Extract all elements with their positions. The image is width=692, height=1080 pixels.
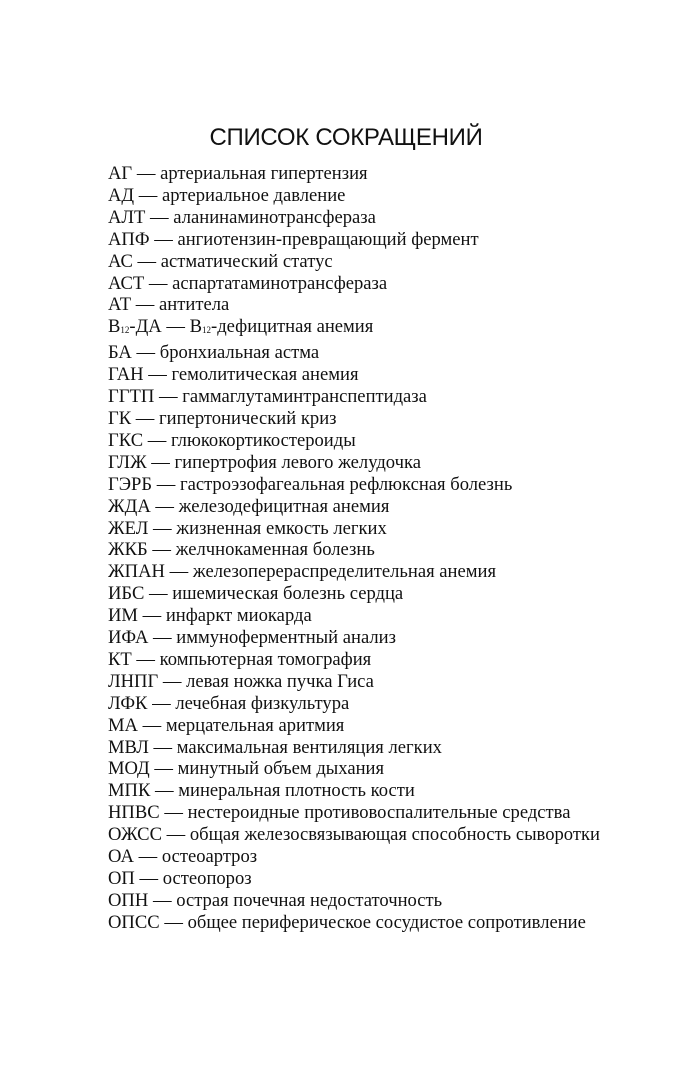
abbreviation: ИБС — [108, 583, 145, 605]
definition-subscript: 12 — [202, 325, 212, 336]
list-item: ОПСС — общее периферическое сосудистое сопротивление — [108, 911, 586, 933]
list-item: АЛТ — аланинаминотрансфераза — [108, 206, 376, 228]
abbreviation: ЖПАН — [108, 561, 165, 583]
definition-base: В — [189, 316, 203, 338]
definition: аспартатаминотрансфераза — [172, 272, 388, 294]
definition — [190, 316, 374, 337]
list-item: ОЖСС — общая железосвязывающая способность сыворотки — [108, 824, 600, 846]
definition: железодефицитная анемия — [178, 495, 390, 517]
abbreviation: БА — [108, 342, 132, 364]
abbreviation: ОА — [108, 846, 134, 868]
abbreviation: ЛФК — [108, 692, 148, 714]
list-item: ГЛЖ — гипертрофия левого желудочка — [108, 451, 421, 473]
definition: аланинаминотрансфераза — [173, 206, 376, 228]
list-item: ГЭРБ — гастроэзофагеальная рефлюксная болезнь — [108, 473, 513, 495]
definition: общее периферическое сосудистое сопротивление — [187, 911, 586, 933]
abbreviation: ГАН — [108, 364, 144, 386]
list-item: КТ — компьютерная томография — [108, 648, 372, 670]
list-item: МА — мерцательная аритмия — [108, 714, 345, 736]
abbreviation: ЛНПГ — [108, 670, 159, 692]
page-title: СПИСОК СОКРАЩЕНИЙ — [209, 124, 483, 151]
definition: остеоартроз — [161, 846, 258, 868]
abbreviation: ИФА — [108, 627, 149, 649]
definition: ишемическая болезнь сердца — [172, 583, 404, 605]
abbreviation: КТ — [108, 648, 132, 670]
definition: лечебная физкультура — [175, 692, 350, 714]
definition: компьютерная томография — [159, 648, 372, 670]
abbreviation: ГК — [108, 407, 132, 429]
list-item: ИБС — ишемическая болезнь сердца — [108, 583, 404, 605]
definition: минеральная плотность кости — [178, 780, 415, 802]
definition-rest: -дефицитная анемия — [211, 316, 374, 338]
definition: нестероидные противовоспалительные средства — [187, 802, 571, 824]
definition: гаммаглутаминтранспептидаза — [182, 386, 427, 408]
list-item: ГАН — гемолитическая анемия — [108, 364, 359, 386]
list-item: ОПН — острая почечная недостаточность — [108, 889, 443, 911]
definition: бронхиальная астма — [159, 342, 320, 364]
definition: максимальная вентиляция легких — [176, 736, 442, 758]
definition: артериальная гипертензия — [160, 163, 368, 184]
abbreviation: ОП — [108, 868, 135, 889]
abbreviation: АС — [108, 250, 133, 272]
definition: железоперераспределительная анемия — [192, 561, 497, 583]
abbreviation-base: В — [108, 316, 121, 338]
list-item: ЛФК — лечебная физкультура — [108, 692, 350, 714]
definition: гипертонический криз — [159, 407, 337, 429]
list-item: АД — артериальное давление — [108, 184, 346, 206]
abbreviation: АЛТ — [108, 206, 146, 228]
list-item: ЖДА — железодефицитная анемия — [108, 495, 390, 517]
list-item: БА — бронхиальная астма — [108, 342, 320, 364]
definition: острая почечная недостаточность — [176, 889, 443, 911]
definition: мерцательная аритмия — [165, 714, 345, 736]
definition: артериальное давление — [162, 184, 346, 206]
abbreviation: ЖЕЛ — [108, 517, 149, 539]
definition: общая железосвязывающая способность сыворотки — [189, 824, 600, 846]
definition: гастроэзофагеальная рефлюксная болезнь — [179, 473, 513, 495]
abbreviation: АТ — [108, 294, 132, 316]
list-item: ОП — остеопороз — [108, 868, 252, 889]
list-item: НПВС — нестероидные противовоспалительные средства — [108, 802, 571, 824]
abbreviation: ОПСС — [108, 911, 160, 933]
abbreviation: ГГТП — [108, 386, 155, 408]
list-item: ЖКБ — желчнокаменная болезнь — [108, 539, 375, 561]
abbreviation-subscript: 12 — [120, 325, 130, 336]
abbreviation: ГЛЖ — [108, 451, 147, 473]
definition: антитела — [159, 294, 230, 316]
definition: желчнокаменная болезнь — [175, 539, 375, 561]
abbreviation-list — [108, 163, 618, 934]
definition: жизненная емкость легких — [176, 517, 387, 539]
definition: гемолитическая анемия — [171, 364, 359, 386]
definition: остеопороз — [162, 868, 252, 889]
abbreviation: НПВС — [108, 802, 160, 824]
list-item: ОА — остеоартроз — [108, 846, 258, 868]
list-item: ЛНПГ — левая ножка пучка Гиса — [108, 670, 374, 692]
abbreviation: ИМ — [108, 605, 138, 627]
abbreviation: МПК — [108, 780, 151, 802]
abbreviation: ЖКБ — [108, 539, 148, 561]
list-item: АПФ — ангиотензин-превращающий фермент — [108, 228, 479, 250]
definition: гипертрофия левого желудочка — [174, 451, 421, 473]
list-item: ИМ — инфаркт миокарда — [108, 605, 312, 627]
list-item: ЖЕЛ — жизненная емкость легких — [108, 517, 387, 539]
definition: минутный объем дыхания — [177, 758, 385, 780]
list-item: ИФА — иммуноферментный анализ — [108, 627, 396, 649]
list-item: АСТ — аспартатаминотрансфераза — [108, 272, 388, 294]
definition: инфаркт миокарда — [165, 605, 312, 627]
list-item: АТ — антитела — [108, 294, 230, 316]
abbreviation: ОПН — [108, 889, 149, 911]
abbreviation: АСТ — [108, 272, 145, 294]
list-item: МВЛ — максимальная вентиляция легких — [108, 736, 442, 758]
definition: иммуноферментный анализ — [176, 627, 396, 649]
list-item: АС — астматический статус — [108, 250, 333, 272]
list-item: ГК — гипертонический криз — [108, 407, 337, 429]
abbreviation: АД — [108, 184, 135, 206]
list-item: ГКС — глюкокортикостероиды — [108, 429, 356, 451]
abbreviation: МА — [108, 714, 138, 736]
abbreviation: МВЛ — [108, 736, 149, 758]
abbreviation: ЖДА — [108, 495, 151, 517]
abbreviation: ГКС — [108, 429, 144, 451]
list-item: МОД — минутный объем дыхания — [108, 758, 385, 780]
definition: глюкокортикостероиды — [170, 429, 356, 451]
abbreviation-rest: -ДА — [129, 316, 162, 338]
abbreviation: ОЖСС — [108, 824, 162, 846]
list-item: ГГТП — гаммаглутаминтранспептидаза — [108, 386, 427, 408]
abbreviation — [108, 316, 162, 337]
list-item: АГ — артериальная гипертензия — [108, 163, 368, 184]
abbreviation: МОД — [108, 758, 150, 780]
list-item: ЖПАН — железоперераспределительная анемия — [108, 561, 497, 583]
abbreviation: ГЭРБ — [108, 473, 153, 495]
abbreviation: АГ — [108, 163, 133, 184]
definition: астматический статус — [160, 250, 333, 272]
definition: ангиотензин-превращающий фермент — [177, 228, 479, 250]
definition: левая ножка пучка Гиса — [186, 670, 374, 692]
list-item: МПК — минеральная плотность кости — [108, 780, 415, 802]
list-item: $В_{12}-ДА$ — $В_{12}$-дефицитная анемия — [108, 316, 374, 338]
abbreviation: АПФ — [108, 228, 150, 250]
